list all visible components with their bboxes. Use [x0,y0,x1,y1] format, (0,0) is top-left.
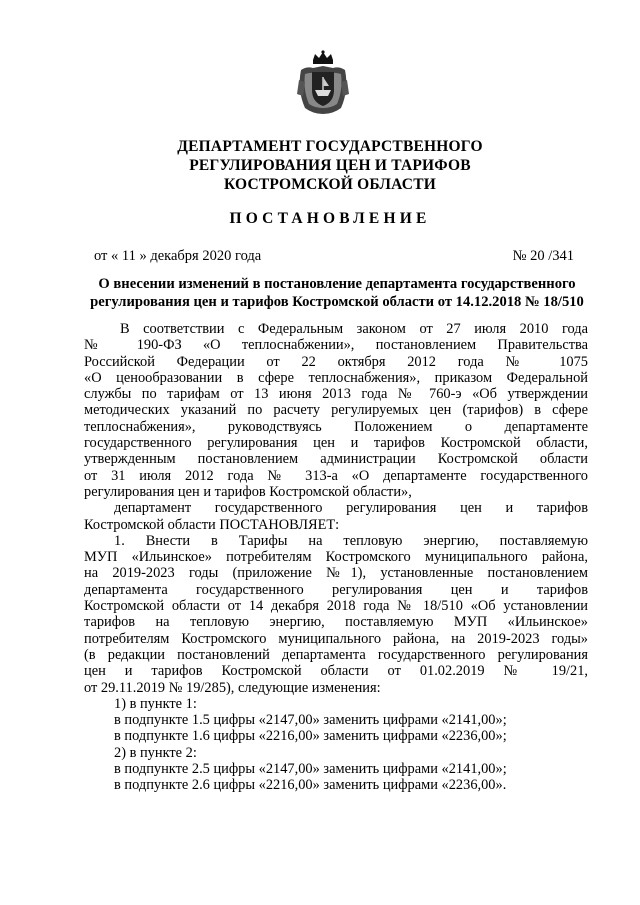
document-body [84,321,588,794]
org-line: КОСТРОМСКОЙ ОБЛАСТИ [223,176,436,193]
coat-of-arms-icon [295,50,351,116]
body-line: «О ценообразовании в сфере теплоснабжения», приказом Федеральной [84,369,588,386]
body-line: в подпункте 2.6 цифры «2216,00» заменить цифрами «2236,00». [114,777,507,794]
body-line: департамента государственного регулирования цен и тарифов [84,581,588,598]
date-number-row [94,248,574,266]
body-line: службы по тарифам от 13 июня 2013 года № 760-э «Об утверждении [84,386,588,403]
body-line: Костромской области от 14 декабря 2018 года № 18/510 «Об установлении [84,598,588,615]
body-line: 1) в пункте 1: [114,695,197,712]
document-subject [84,275,590,311]
org-line: ДЕПАРТАМЕНТ ГОСУДАРСТВЕННОГО [177,138,483,155]
body-line: регулирования цен и тарифов Костромской области», [84,483,412,500]
body-line: В соответствии с Федеральным законом от 27 июля 2010 года [120,321,588,337]
body-line: № 190-ФЗ «О теплоснабжении», постановлением Правительства [84,337,588,354]
organization-name [120,137,540,194]
body-line: 1. Внести в Тарифы на тепловую энергию, поставляемую [114,532,588,549]
body-line: МУП «Ильинское» потребителям Костромского муниципального района, [84,549,588,566]
body-line: в подпункте 1.5 цифры «2147,00» заменить цифрами «2141,00»; [114,712,507,729]
subject-line: регулирования цен и тарифов Костромской области от 14.12.2018 № 18/510 [90,294,584,310]
body-line: от 29.11.2019 № 19/285), следующие изменения: [84,679,381,696]
body-line: потребителям Костромского муниципального района, на 2019-2023 годы» [84,630,588,647]
body-line: цен и тарифов Костромской области от 01.02.2019 № 19/21, [84,663,588,680]
body-line: теплоснабжения», руководствуясь Положением о департаменте [84,418,588,435]
body-line: на 2019-2023 годы (приложение №1), установленные постановлением [84,565,588,582]
subject-line: О внесении изменений в постановление департамента государственного [98,276,576,292]
body-line: утвержденным постановлением администрации Костромской области [84,451,588,468]
body-line: от 31 июля 2012 года № 313-а «О департаменте государственного [84,467,588,484]
document-date: от « 11 » декабря 2020 года [94,248,262,264]
body-line: департамент государственного регулирования цен и тарифов [114,500,588,517]
body-line: в подпункте 1.6 цифры «2216,00» заменить цифрами «2236,00»; [114,728,507,745]
body-line: в подпункте 2.5 цифры «2147,00» заменить цифрами «2141,00»; [114,761,507,778]
body-line: 2) в пункте 2: [114,744,197,761]
body-line: тарифов на тепловую энергию, поставляемую МУП «Ильинское» [84,614,588,631]
body-line: государственного регулирования цен и тарифов Костромской области, [84,435,588,452]
org-line: РЕГУЛИРОВАНИЯ ЦЕН И ТАРИФОВ [189,157,471,174]
body-line: Костромской области ПОСТАНОВЛЯЕТ: [84,516,340,533]
document-type-title: ПОСТАНОВЛЕНИЕ [229,210,431,227]
body-line: методических указаний по расчету регулируемых цен (тарифов) в сфере [84,402,588,419]
document-number: № 20 /341 [512,248,574,264]
body-line: Российской Федерации от 22 октября 2012 года № 1075 [84,353,588,370]
body-line: (в редакции постановлений департамента государственного регулирования [84,646,588,663]
